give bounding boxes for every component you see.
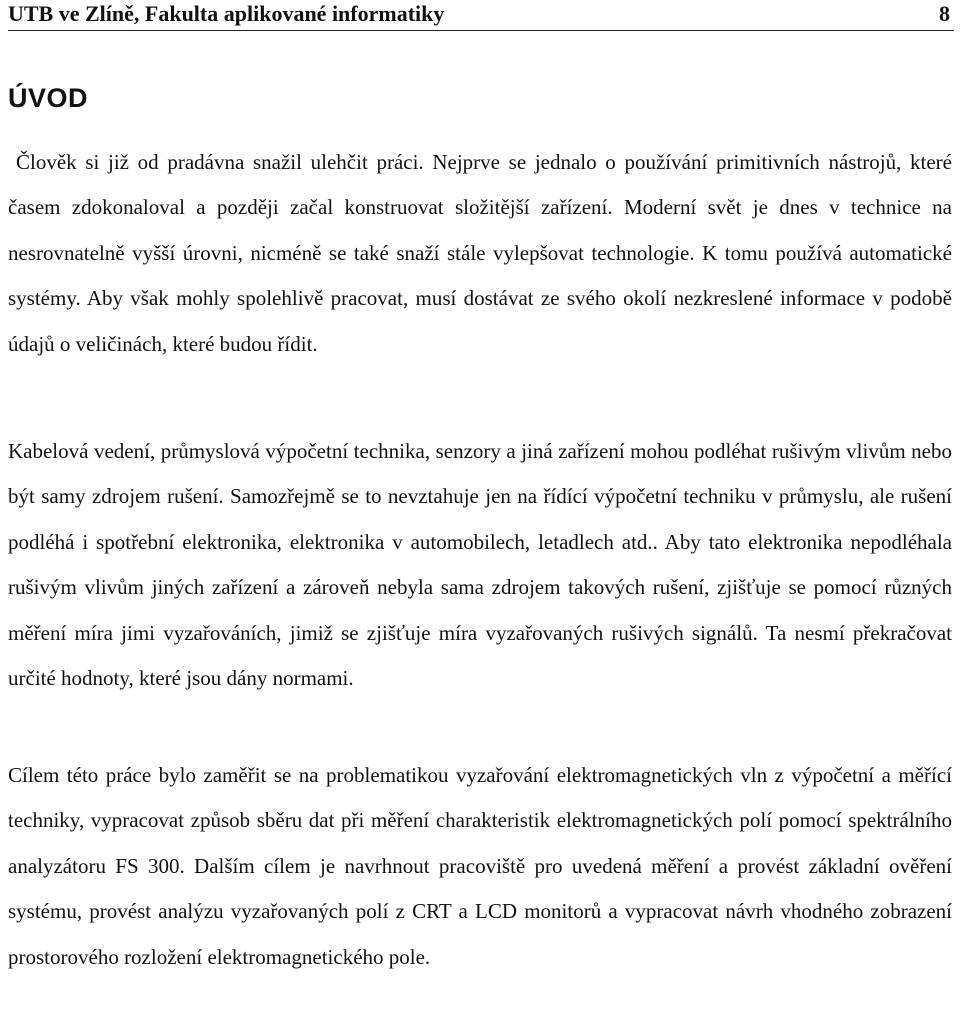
header-school-name: UTB ve Zlíně, Fakulta aplikované informatiky [8,1,445,26]
running-header [8,0,954,31]
paragraph-intro [8,140,952,367]
paragraph-interference: Kabelová vedení, průmyslová výpočetní technika, senzory a jiná zařízení mohou podléhat rušivým vlivům nebo být samy zdrojem rušení. Samozřejmě se to nevztahuje jen na řídící výpočetní techniku v průmyslu, ale rušení podléhá i spotřební elektronika, elektronika v automobilech, letadlech atd.. Aby tato elektronika nepodléhala rušivým vlivům jiných zařízení a zároveň nebyla sama zdrojem takových rušení, zjišťuje se pomocí různých měření míra jimi vyzařováních, jimiž se zjišťuje míra vyzařovaných rušivých signálů. Ta nesmí překračovat určité hodnoty, které jsou dány normami. [8,439,952,691]
section-heading: ÚVOD [8,83,89,113]
paragraph-intro-text: Člověk si již od pradávna snažil ulehčit práci. Nejprve se jednalo o používání primitivních nástrojů, které časem zdokonaloval a později začal konstruovat složitější zařízení. Moderní svět je dnes v technice na nesrovnatelně vyšší úrovni, nicméně se také snaží stále vylepšovat technologie. K tomu používá automatické systémy. Aby však mohly spolehlivě pracovat, musí dostávat ze svého okolí nezkreslené informace v podobě údajů o veličinách, které budou řídit. [8,150,952,356]
document-page [8,0,954,1018]
header-page-number: 8 [939,1,950,26]
paragraph-goals: Cílem této práce bylo zaměřit se na problematikou vyzařování elektromagnetických vln z výpočetní a měřící techniky, vypracovat způsob sběru dat při měření charakteristik elektromagnetických polí pomocí spektrálního analyzátoru FS 300. Dalším cílem je navrhnout pracoviště pro uvedená měření a provést základní ověření systému, provést analýzu vyzařovaných polí z CRT a LCD monitorů a vypracovat návrh vhodného zobrazení prostorového rozložení elektromagnetického pole. [8,763,952,969]
